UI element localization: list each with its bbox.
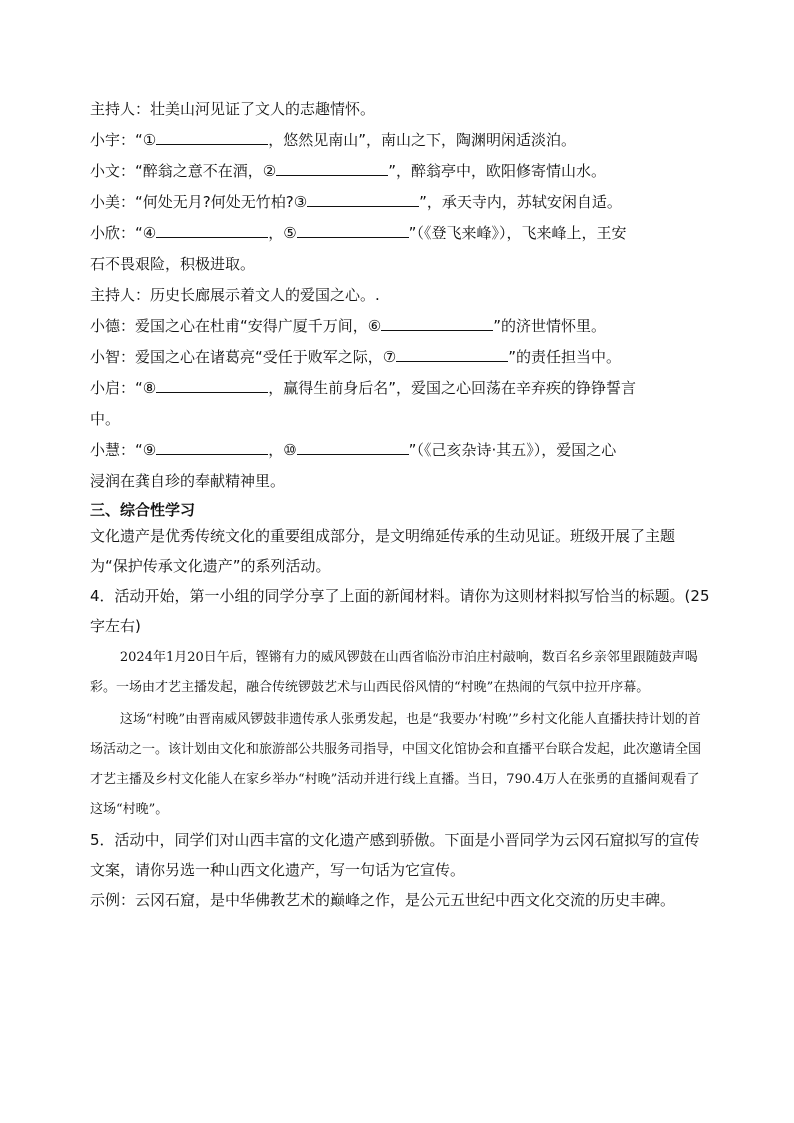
- section-intro: 文化遗产是优秀传统文化的重要组成部分，是文明绵延传承的生动见证。班级开展了主题为“保护传承文化遗产”的系列活动。: [90, 527, 676, 575]
- text: 小德：爱国之心在杜甫“安得广厦千万间，⑥: [90, 317, 382, 335]
- line-xiaohui: [90, 435, 710, 466]
- news-paragraph-2: 这场“村晚”由晋南威风锣鼓非遗传承人张勇发起，也是“我要办‘村晚’”乡村文化能人直播扶持计划的首场活动之一。该计划由文化和旅游部公共服务司指导，中国文化馆协会和直播平台联合发起，此次邀请全国才艺主播及乡村文化能人在家乡举办“村晚”活动并进行线上直播。当日，790.4万人在张勇的直播间观看了这场“村晚”。: [90, 712, 702, 817]
- section-heading: 三、综合性学习: [90, 501, 196, 519]
- text: 小启：“⑧: [90, 379, 157, 397]
- text: ”的济世情怀里。: [493, 317, 607, 335]
- text: 小欣：“④: [90, 224, 157, 242]
- line-xiaoyu: [90, 125, 710, 156]
- line-xiaoqi: [90, 373, 710, 404]
- news-paragraph-1: 2024年1月20日午后，铿锵有力的威风锣鼓在山西省临汾市泊庄村敲响，数百名乡亲邻里跟随鼓声喝彩。一场由才艺主播发起，融合传统锣鼓艺术与山西民俗风情的“村晚”在热闹的气氛中拉开序幕。: [90, 650, 698, 695]
- blank-4[interactable]: [156, 221, 268, 238]
- line-xiaoxin-cont: 石不畏艰险，积极进取。: [90, 255, 256, 273]
- host-line-1: 主持人：壮美山河见证了文人的志趣情怀。: [90, 100, 376, 118]
- question-4: 4．活动开始，第一小组的同学分享了上面的新闻材料。请你为这则材料拟写恰当的标题。(25字左右): [90, 587, 710, 635]
- text: ，⑩: [268, 441, 297, 459]
- line-xiaode: [90, 311, 710, 342]
- blank-7[interactable]: [396, 345, 508, 362]
- text: ，⑤: [268, 224, 297, 242]
- text: 小文：“醉翁之意不在酒，②: [90, 162, 277, 180]
- line-xiaoqi-cont: 中。: [90, 410, 121, 428]
- line-xiaowen: [90, 156, 710, 187]
- text: ”的责任担当中。: [508, 348, 622, 366]
- line-xiaozhi: [90, 342, 710, 373]
- text: ”（《己亥杂诗·其五》），爱国之心: [408, 441, 617, 459]
- blank-3[interactable]: [307, 190, 419, 207]
- blank-5[interactable]: [297, 221, 409, 238]
- line-xiaoxin: [90, 218, 710, 249]
- question-5: 5．活动中，同学们对山西丰富的文化遗产感到骄傲。下面是小晋同学为云冈石窟拟写的宣传文案，请你另选一种山西文化遗产，写一句话为它宣传。: [90, 831, 700, 879]
- text: ”，醉翁亭中，欧阳修寄情山水。: [388, 162, 607, 180]
- text: ，赢得生前身后名”，爱国之心回荡在辛弃疾的铮铮誓言: [268, 379, 636, 397]
- host-line-2: 主持人：历史长廊展示着文人的爱国之心。.: [90, 286, 380, 304]
- blank-6[interactable]: [381, 314, 493, 331]
- blank-8[interactable]: [156, 376, 268, 393]
- blank-10[interactable]: [297, 438, 409, 455]
- text: ”，承天寺内，苏轼安闲自适。: [419, 193, 622, 211]
- text: 小慧：“⑨: [90, 441, 157, 459]
- text: 小美：“何处无月?何处无竹柏?③: [90, 193, 308, 211]
- blank-9[interactable]: [156, 438, 268, 455]
- text: ，悠然见南山”，南山之下，陶渊明闲适淡泊。: [268, 131, 576, 149]
- text: 小智：爱国之心在诸葛亮“受任于败军之际，⑦: [90, 348, 397, 366]
- page: [90, 94, 710, 915]
- line-xiaomei: [90, 187, 710, 218]
- blank-1[interactable]: [156, 128, 268, 145]
- text: 小宇：“①: [90, 131, 157, 149]
- line-xiaohui-cont: 浸润在龚自珍的奉献精神里。: [90, 472, 286, 490]
- blank-2[interactable]: [276, 159, 388, 176]
- example-text: 示例：云冈石窟，是中华佛教艺术的巅峰之作，是公元五世纪中西文化交流的历史丰碑。: [90, 891, 676, 909]
- text: ”（《登飞来峰》），飞来峰上，王安: [408, 224, 627, 242]
